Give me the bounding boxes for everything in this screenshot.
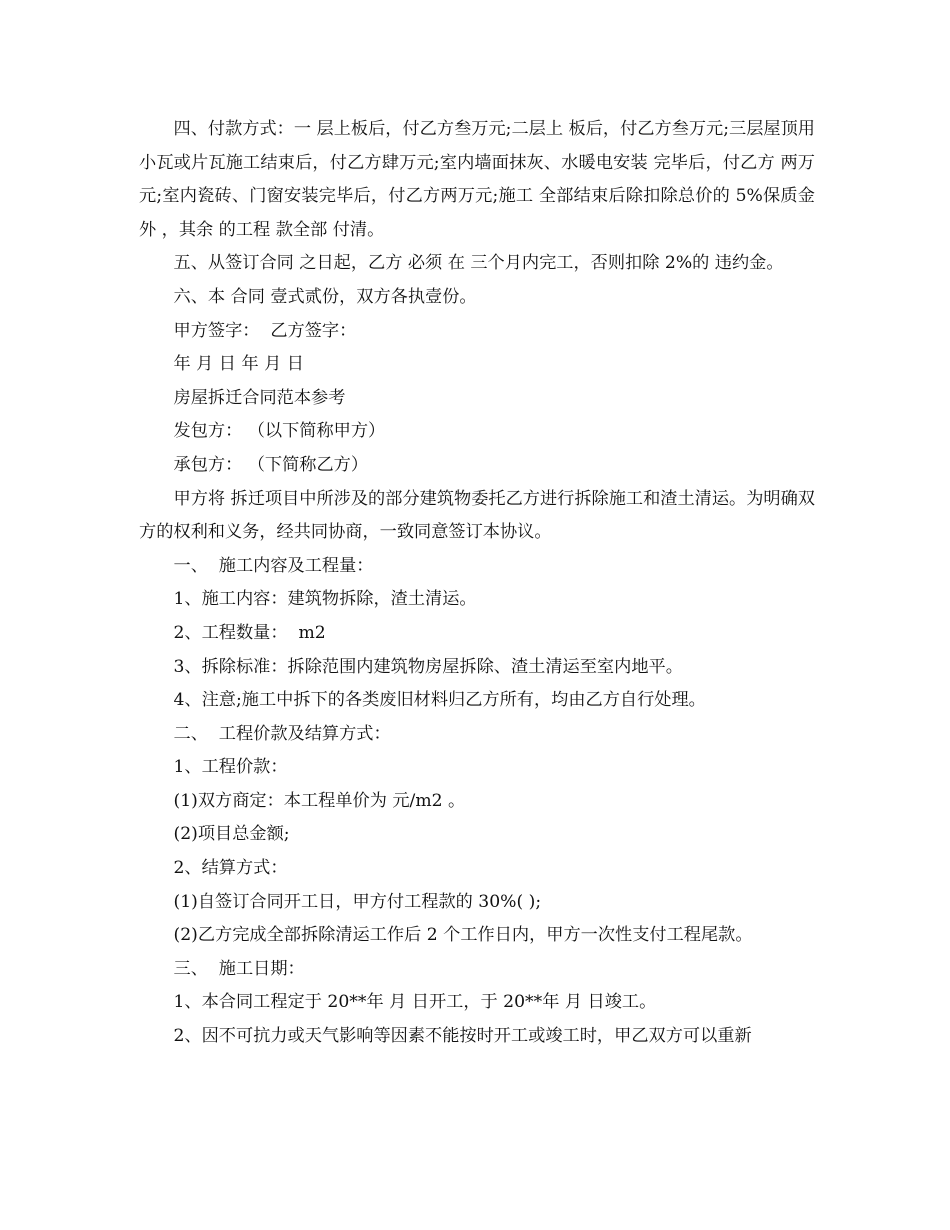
heading-schedule: 三、 施工日期： — [173, 958, 305, 979]
list-item: (1)双方商定：本工程单价为 元/m2 。 — [173, 790, 466, 811]
list-item: 3、拆除标准：拆除范围内建筑物房屋拆除、渣土清运至室内地平。 — [173, 656, 683, 677]
list-item: 2、工程数量： m2 — [173, 622, 326, 643]
date-line: 年 月 日 年 月 日 — [173, 354, 304, 375]
list-item: 1、工程价款： — [173, 757, 288, 778]
section-title: 房屋拆迁合同范本参考 — [173, 387, 346, 408]
heading-price: 二、 工程价款及结算方式： — [173, 723, 391, 744]
list-item: (2)项目总金额; — [173, 824, 290, 845]
list-item: 2、结算方式： — [173, 858, 288, 879]
signature-line: 甲方签字： 乙方签字： — [173, 320, 357, 341]
paragraph-copies: 六、本 合同 壹式贰份，双方各执壹份。 — [173, 286, 477, 307]
party-a-line: 发包方： （以下简称甲方） — [173, 421, 386, 442]
list-item: (2)乙方完成全部拆除清运工作后 2 个工作日内，甲方一次性支付工程尾款。 — [173, 925, 753, 946]
paragraph-completion-deadline: 五、从签订合同 之日起，乙方 必须 在 三个月内完工，否则扣除 2%的 违约金。 — [173, 253, 784, 274]
list-item: 1、本合同工程定于 20**年 月 日开工，于 20**年 月 日竣工。 — [173, 992, 657, 1013]
list-item: (1)自签订合同开工日，甲方付工程款的 30%( ); — [173, 891, 542, 912]
heading-scope: 一、 施工内容及工程量： — [173, 555, 374, 576]
paragraph-preamble: 甲方将 拆迁项目中所涉及的部分建筑物委托乙方进行拆除施工和渣土清运。为明确双方的权利和义务，经共同协商，一致同意签订本协议。 — [139, 488, 815, 543]
document-body — [139, 113, 821, 1054]
list-item: 4、注意;施工中拆下的各类废旧材料归乙方所有，均由乙方自行处理。 — [173, 690, 706, 711]
list-item: 2、因不可抗力或天气影响等因素不能按时开工或竣工时，甲乙双方可以重新 — [173, 1026, 752, 1047]
list-item: 1、施工内容：建筑物拆除，渣土清运。 — [173, 589, 477, 610]
paragraph-payment-terms: 四、付款方式：一 层上板后，付乙方叁万元;二层上 板后，付乙方叁万元;三层屋顶用 小瓦或片瓦施工结束后，付乙方肆万元;室内墙面抹灰、水暖电安装 完毕后，付乙方 两万元;室内瓷砖、门窗安装完毕后，付乙方两万元;施工 全部结束后除扣除总价的 5%保质金外 ，其余 的工程 款全部 付清。 — [139, 119, 821, 240]
party-b-line: 承包方： （下简称乙方） — [173, 454, 369, 475]
